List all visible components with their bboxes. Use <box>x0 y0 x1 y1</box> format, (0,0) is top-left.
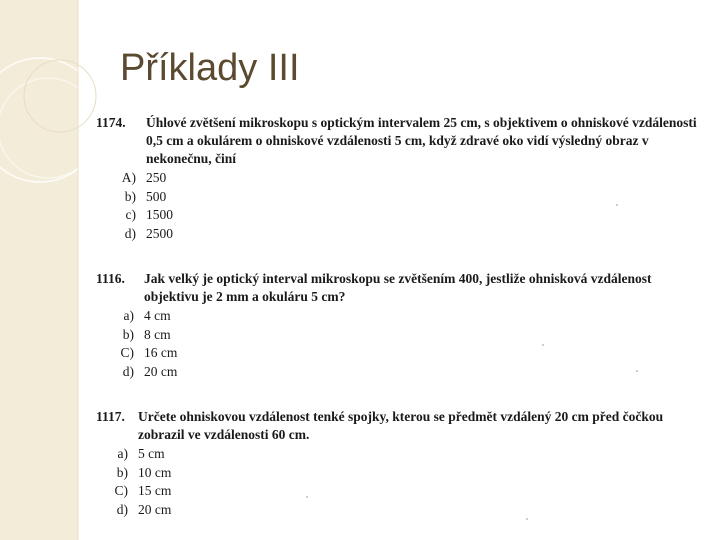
problem-1117 <box>96 408 700 519</box>
problem-number: 1174. <box>96 115 126 130</box>
answer-value: 1500 <box>146 207 173 222</box>
answer-list <box>96 445 700 519</box>
answer-letter: d) <box>116 501 128 517</box>
scan-noise <box>306 496 308 498</box>
answer-value: 500 <box>146 188 167 204</box>
problem-1174 <box>96 114 700 243</box>
problem-text: Úhlové zvětšení mikroskopu s optickým intervalem 25 cm, s objektivem o ohniskové vzdálenosti 0,5 cm a okulárem o ohniskové vzdálenosti 5 cm, když zdravé oko vidí výsledný obraz v nekonečnu, činí <box>146 115 697 166</box>
answer-letter: b) <box>122 326 134 342</box>
answer-letter: C) <box>120 345 134 360</box>
answer-option <box>96 363 700 382</box>
answer-letter: C) <box>114 483 128 498</box>
answer-value: 10 cm <box>138 464 172 480</box>
answer-letter: A) <box>121 170 136 185</box>
answer-value: 20 cm <box>138 501 172 517</box>
answer-letter: d) <box>124 225 136 241</box>
answer-value: 2500 <box>146 225 173 241</box>
answer-value: 4 cm <box>144 308 171 323</box>
answer-letter: c) <box>125 207 136 222</box>
scan-noise <box>616 204 618 206</box>
answer-option <box>96 501 700 520</box>
answer-option <box>96 307 700 326</box>
answer-value: 20 cm <box>144 363 178 379</box>
slide-title: Příklady III <box>120 47 300 89</box>
scanned-problems <box>96 108 700 528</box>
problem-number: 1117. <box>96 409 125 424</box>
side-band <box>0 0 78 540</box>
answer-option <box>96 326 700 345</box>
answer-option <box>96 464 700 483</box>
scan-noise <box>542 344 544 346</box>
scan-noise <box>526 518 528 520</box>
answer-option <box>96 188 700 207</box>
answer-letter: a) <box>123 308 134 323</box>
answer-value: 15 cm <box>138 483 172 498</box>
answer-value: 16 cm <box>144 345 178 360</box>
answer-list <box>96 307 700 381</box>
scan-noise <box>636 370 638 372</box>
problem-head <box>96 114 700 168</box>
answer-list <box>96 169 700 243</box>
problem-head <box>96 270 700 306</box>
answer-value: 5 cm <box>138 446 165 461</box>
answer-letter: b) <box>124 188 136 204</box>
answer-option <box>96 206 700 225</box>
answer-value: 8 cm <box>144 326 171 342</box>
answer-letter: a) <box>117 446 128 461</box>
answer-option <box>96 225 700 244</box>
problem-text: Jak velký je optický interval mikroskopu se zvětšením 400, jestliže ohnisková vzdálenost objektivu je 2 mm a okuláru 5 cm? <box>144 271 652 304</box>
problem-text: Určete ohniskovou vzdálenost tenké spojky, kterou se předmět vzdálený 20 cm před čočkou zobrazil ve vzdálenosti 60 cm. <box>138 409 664 442</box>
answer-option <box>96 344 700 363</box>
answer-letter: b) <box>116 464 128 480</box>
answer-letter: d) <box>122 363 134 379</box>
answer-value: 250 <box>146 170 167 185</box>
answer-option <box>96 169 700 188</box>
answer-option <box>96 445 700 464</box>
answer-option <box>96 482 700 501</box>
problem-1116 <box>96 270 700 381</box>
problem-head <box>96 408 700 444</box>
problem-number: 1116. <box>96 271 125 286</box>
